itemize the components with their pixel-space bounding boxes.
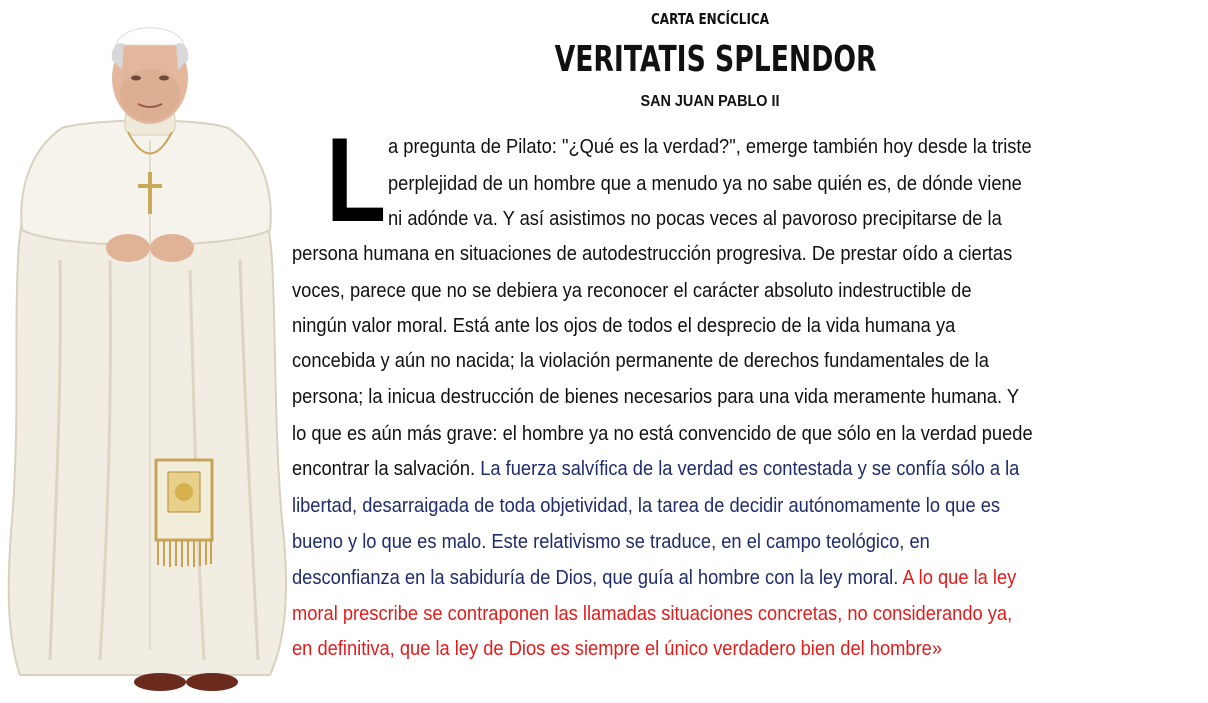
body-text-blue: desconfianza en la sabiduría de Dios, que guía al hombre con la ley moral. bbox=[292, 567, 903, 589]
body-text-blue: La fuerza salvífica de la verdad es contestada y se confía sólo a la bbox=[480, 458, 1020, 480]
body-text-black: encontrar la salvación. bbox=[292, 458, 481, 480]
body-line-6: ningún valor moral. Está ante los ojos de todos el desprecio de la vida humana ya bbox=[292, 315, 956, 337]
pope-portrait-illustration bbox=[0, 0, 292, 703]
body-line-11: libertad, desarraigada de toda objetividad, la tarea de decidir autónomamente lo que es bbox=[292, 495, 1001, 517]
body-line-7: concebida y aún no nacida; la violación permanente de derechos fundamentales de la bbox=[292, 350, 989, 372]
body-line-9: lo que es aún más grave: el hombre ya no está convencido de que sólo en la verdad puede bbox=[292, 423, 1033, 445]
body-line-15: en definitiva, que la ley de Dios es siempre el único verdadero bien del hombre» bbox=[292, 638, 943, 660]
body-line-8: persona; la inicua destrucción de bienes necesarios para una vida meramente humana. Y bbox=[292, 386, 1020, 408]
supertitle: CARTA ENCÍCLICA bbox=[650, 10, 770, 28]
body-line-12: bueno y lo que es malo. Este relativismo se traduce, en el campo teológico, en bbox=[292, 531, 930, 553]
document-title: VERITATIS SPLENDOR bbox=[554, 39, 877, 80]
body-line-1: a pregunta de Pilato: "¿Qué es la verdad?", emerge también hoy desde la triste bbox=[388, 136, 1032, 158]
body-line-13 bbox=[292, 565, 1116, 591]
body-line-2: perplejidad de un hombre que a menudo ya no sabe quién es, de dónde viene bbox=[388, 173, 1022, 195]
body-line-3: ni adónde va. Y así asistimos no pocas veces al pavoroso precipitarse de la bbox=[388, 208, 1002, 230]
body-line-14: moral prescribe se contraponen las llamadas situaciones concretas, no considerando ya, bbox=[292, 603, 1013, 625]
author: SAN JUAN PABLO II bbox=[640, 93, 780, 110]
drop-cap: L bbox=[326, 113, 387, 247]
body-line-4: persona humana en situaciones de autodestrucción progresiva. De prestar oído a ciertas bbox=[292, 243, 1013, 265]
body-text-red: A lo que la ley bbox=[902, 567, 1017, 589]
body-line-5: voces, parece que no se debiera ya reconocer el carácter absoluto indestructible de bbox=[292, 280, 972, 302]
body-line-10 bbox=[292, 456, 1116, 482]
